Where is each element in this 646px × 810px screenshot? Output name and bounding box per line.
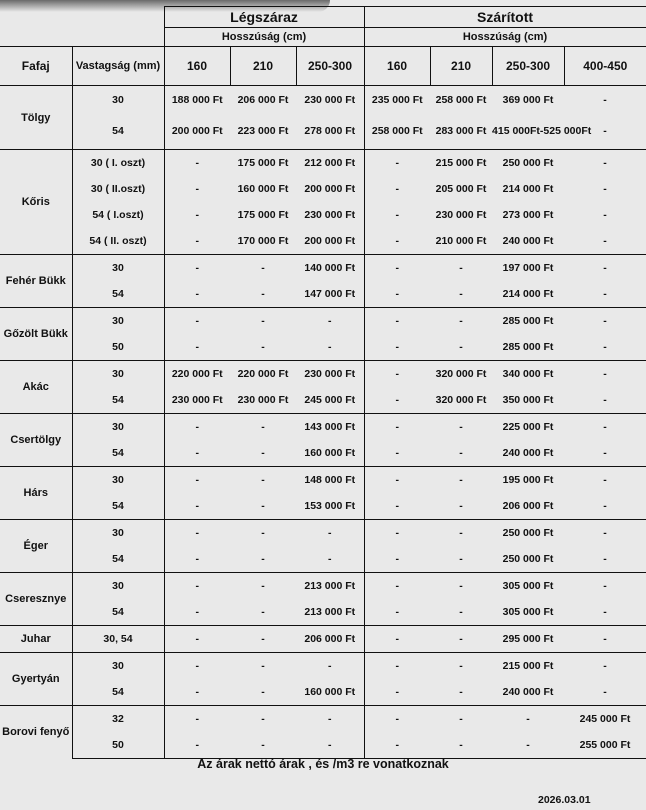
price-cell: - <box>364 653 430 680</box>
table-row <box>0 573 646 600</box>
price-cell: - <box>164 599 230 626</box>
price-cell: - <box>564 255 646 282</box>
price-cell: - <box>603 394 607 406</box>
price-cell: - <box>603 288 607 300</box>
species-cell: Hárs <box>0 467 72 520</box>
price-cell: 240 000 Ft <box>502 235 554 247</box>
table-row <box>0 440 646 467</box>
column-header-legszaraz-210: 210 <box>230 47 296 86</box>
price-cell: 255 000 Ft <box>564 732 646 759</box>
price-cell: - <box>230 414 296 441</box>
table-row <box>0 176 646 202</box>
price-cell: - <box>164 493 230 520</box>
price-cell: - <box>564 414 646 441</box>
price-cell: - <box>459 447 463 459</box>
price-cell: 213 000 Ft <box>304 606 356 618</box>
price-cell: - <box>364 150 430 177</box>
price-table <box>0 6 646 759</box>
price-cell: 320 000 Ft <box>435 394 487 406</box>
price-cell: - <box>603 553 607 565</box>
price-cell: 245 000 Ft <box>304 394 356 406</box>
price-cell: - <box>261 606 265 618</box>
price-cell: - <box>261 553 265 565</box>
table-row <box>0 308 646 335</box>
price-cell: - <box>164 334 230 361</box>
column-header-thickness: Vastagság (mm) <box>72 47 164 86</box>
price-cell: - <box>364 732 430 759</box>
table-row <box>0 334 646 361</box>
price-cell: - <box>430 520 492 547</box>
table-row <box>0 679 646 706</box>
price-cell: 340 000 Ft <box>492 361 564 388</box>
price-cell: 258 000 Ft <box>364 114 430 150</box>
price-cell: 220 000 Ft <box>164 361 230 388</box>
price-cell: - <box>364 599 430 626</box>
price-cell: - <box>430 414 492 441</box>
price-cell: - <box>459 341 463 353</box>
price-cell: 278 000 Ft <box>304 125 356 138</box>
price-cell: 320 000 Ft <box>430 361 492 388</box>
price-cell: - <box>364 520 430 547</box>
price-cell: 197 000 Ft <box>492 255 564 282</box>
thickness-cell: 54 <box>72 679 164 706</box>
thickness-cell: 30 <box>72 653 164 680</box>
price-cell: - <box>164 202 230 228</box>
price-cell: 200 000 Ft <box>164 114 230 150</box>
price-cell: - <box>364 228 430 255</box>
price-cell: - <box>296 653 364 680</box>
price-cell: 240 000 Ft <box>502 686 554 698</box>
species-cell: Borovi fenyő <box>0 706 72 759</box>
price-cell: - <box>564 86 646 114</box>
price-cell: 220 000 Ft <box>230 361 296 388</box>
thickness-cell: 32 <box>72 706 164 733</box>
price-cell: 200 000 Ft <box>304 183 356 195</box>
price-cell: 230 000 Ft <box>237 394 289 406</box>
price-cell: 250 000 Ft <box>502 553 554 565</box>
thickness-cell: 30 <box>72 361 164 388</box>
column-header-legszaraz-160: 160 <box>164 47 230 86</box>
price-cell: 285 000 Ft <box>492 308 564 335</box>
price-cell: - <box>230 573 296 600</box>
column-header-legszaraz-250-300: 250-300 <box>296 47 364 86</box>
price-cell: 160 000 Ft <box>237 183 289 195</box>
price-cell: - <box>230 308 296 335</box>
table-row <box>0 255 646 282</box>
price-cell: - <box>364 176 430 202</box>
price-cell: - <box>261 500 265 512</box>
price-cell: - <box>364 706 430 733</box>
price-cell: 230 000 Ft <box>296 86 364 114</box>
price-cell: - <box>164 546 230 573</box>
table-row <box>0 520 646 547</box>
thickness-cell: 30 ( I. oszt) <box>72 150 164 177</box>
price-cell: - <box>430 626 492 653</box>
price-cell: 175 000 Ft <box>230 150 296 177</box>
price-cell: - <box>261 341 265 353</box>
price-cell: - <box>430 653 492 680</box>
price-cell: 214 000 Ft <box>502 288 554 300</box>
price-cell: 206 000 Ft <box>296 626 364 653</box>
price-cell: - <box>164 414 230 441</box>
thickness-cell: 54 <box>72 281 164 308</box>
price-cell: - <box>230 732 296 759</box>
thickness-cell: 54 <box>72 546 164 573</box>
price-cell: - <box>603 341 607 353</box>
price-cell: - <box>564 626 646 653</box>
price-cell: - <box>603 125 607 138</box>
price-table-body <box>0 86 646 759</box>
thickness-cell: 30 <box>72 414 164 441</box>
price-cell: - <box>430 467 492 494</box>
price-cell: 147 000 Ft <box>304 288 356 300</box>
table-row <box>0 493 646 520</box>
thickness-cell: 30 ( II.oszt) <box>72 176 164 202</box>
price-cell: - <box>261 686 265 698</box>
price-cell: 206 000 Ft <box>502 500 554 512</box>
thickness-cell: 50 <box>72 732 164 759</box>
price-cell: - <box>230 626 296 653</box>
price-cell: - <box>364 202 430 228</box>
price-cell: - <box>603 447 607 459</box>
table-row <box>0 732 646 759</box>
thickness-cell: 30 <box>72 255 164 282</box>
price-cell: 230 000 Ft <box>164 387 230 414</box>
table-row <box>0 626 646 653</box>
price-cell: - <box>261 288 265 300</box>
price-cell: - <box>564 308 646 335</box>
price-cell: - <box>364 493 430 520</box>
thickness-cell: 54 ( II. oszt) <box>72 228 164 255</box>
species-cell: Juhar <box>0 626 72 653</box>
table-row <box>0 467 646 494</box>
thickness-cell: 30 <box>72 520 164 547</box>
price-cell: - <box>603 235 607 247</box>
price-cell: 212 000 Ft <box>296 150 364 177</box>
table-row <box>0 653 646 680</box>
table-row <box>0 706 646 733</box>
price-cell: 258 000 Ft <box>430 86 492 114</box>
price-cell: 210 000 Ft <box>435 235 487 247</box>
price-cell: - <box>364 573 430 600</box>
price-cell: - <box>564 520 646 547</box>
species-cell: Fehér Bükk <box>0 255 72 308</box>
price-cell: 250 000 Ft <box>492 520 564 547</box>
price-cell: 153 000 Ft <box>304 500 356 512</box>
price-cell: - <box>430 732 492 759</box>
price-cell: 175 000 Ft <box>237 209 289 221</box>
species-cell: Gyertyán <box>0 653 72 706</box>
price-cell: 350 000 Ft <box>502 394 554 406</box>
length-header-szaritott: Hosszúság (cm) <box>364 28 646 47</box>
price-cell: - <box>364 626 430 653</box>
price-cell: 305 000 Ft <box>492 573 564 600</box>
price-cell: - <box>603 606 607 618</box>
thickness-cell: 50 <box>72 334 164 361</box>
price-cell: 225 000 Ft <box>492 414 564 441</box>
price-cell: - <box>230 653 296 680</box>
price-cell: - <box>230 706 296 733</box>
price-cell: - <box>164 176 230 202</box>
table-row <box>0 599 646 626</box>
thickness-cell: 30 <box>72 573 164 600</box>
thickness-cell: 54 <box>72 493 164 520</box>
thickness-cell: 54 <box>72 599 164 626</box>
price-cell: - <box>430 706 492 733</box>
price-cell: 148 000 Ft <box>296 467 364 494</box>
price-cell: 283 000 Ft <box>435 125 487 138</box>
species-cell: Gőzölt Bükk <box>0 308 72 361</box>
column-header-szaritott-250-300: 250-300 <box>492 47 564 86</box>
price-cell: - <box>164 626 230 653</box>
price-cell: - <box>603 183 607 195</box>
price-cell: 235 000 Ft <box>364 86 430 114</box>
thickness-cell: 54 <box>72 440 164 467</box>
price-cell: - <box>296 732 364 759</box>
price-cell: - <box>164 308 230 335</box>
price-cell: - <box>564 653 646 680</box>
price-cell: 245 000 Ft <box>564 706 646 733</box>
price-cell: - <box>603 500 607 512</box>
price-cell: 170 000 Ft <box>237 235 289 247</box>
price-cell: - <box>459 288 463 300</box>
price-cell: 213 000 Ft <box>296 573 364 600</box>
price-cell: - <box>564 150 646 177</box>
price-cell: 230 000 Ft <box>296 361 364 388</box>
table-row <box>0 86 646 114</box>
price-cell: 250 000 Ft <box>492 150 564 177</box>
price-cell: 206 000 Ft <box>230 86 296 114</box>
footer-note: Az árak nettó árak , és /m3 re vonatkoznak <box>197 757 449 771</box>
price-cell: - <box>459 606 463 618</box>
footer-date: 2026.03.01 <box>538 794 591 806</box>
price-cell: 195 000 Ft <box>492 467 564 494</box>
price-cell: 273 000 Ft <box>502 209 554 221</box>
column-header-szaritott-160: 160 <box>364 47 430 86</box>
price-cell: - <box>364 387 430 414</box>
table-row <box>0 202 646 228</box>
price-cell: 230 000 Ft <box>435 209 487 221</box>
price-cell: - <box>230 467 296 494</box>
species-cell: Csertölgy <box>0 414 72 467</box>
table-row <box>0 414 646 441</box>
price-cell: - <box>164 732 230 759</box>
price-cell: - <box>164 520 230 547</box>
price-cell: 369 000 Ft <box>492 86 564 114</box>
thickness-cell: 30 <box>72 308 164 335</box>
price-cell: 230 000 Ft <box>304 209 356 221</box>
table-row <box>0 228 646 255</box>
price-cell: 160 000 Ft <box>304 447 356 459</box>
price-cell: - <box>564 361 646 388</box>
price-cell: - <box>364 281 430 308</box>
thickness-cell: 54 <box>72 114 164 150</box>
price-cell: - <box>364 467 430 494</box>
price-cell: - <box>164 228 230 255</box>
price-cell: 205 000 Ft <box>435 183 487 195</box>
table-row <box>0 150 646 177</box>
price-cell: 215 000 Ft <box>430 150 492 177</box>
species-cell: Cseresznye <box>0 573 72 626</box>
price-cell: - <box>230 255 296 282</box>
price-cell: - <box>459 553 463 565</box>
price-cell: - <box>364 546 430 573</box>
price-cell: - <box>364 334 430 361</box>
thickness-cell: 30 <box>72 86 164 114</box>
thickness-cell: 54 ( I.oszt) <box>72 202 164 228</box>
column-header-species: Fafaj <box>0 47 72 86</box>
table-row <box>0 114 646 150</box>
table-row <box>0 387 646 414</box>
price-cell: - <box>430 255 492 282</box>
price-cell: - <box>492 732 564 759</box>
price-cell: 223 000 Ft <box>237 125 289 138</box>
price-cell: - <box>164 281 230 308</box>
price-cell: - <box>364 440 430 467</box>
table-row <box>0 546 646 573</box>
price-cell: - <box>459 500 463 512</box>
price-cell: - <box>164 679 230 706</box>
thickness-cell: 54 <box>72 387 164 414</box>
species-cell: Kőris <box>0 150 72 255</box>
price-cell: 215 000 Ft <box>492 653 564 680</box>
price-cell: - <box>430 308 492 335</box>
price-cell: 240 000 Ft <box>502 447 554 459</box>
price-cell: - <box>164 653 230 680</box>
species-cell: Éger <box>0 520 72 573</box>
price-cell: 305 000 Ft <box>502 606 554 618</box>
group-header-legszaraz: Légszáraz <box>164 7 364 28</box>
price-cell: 143 000 Ft <box>296 414 364 441</box>
price-cell: - <box>296 308 364 335</box>
price-cell: - <box>164 573 230 600</box>
price-cell: 415 000Ft-525 000Ft <box>492 125 592 138</box>
price-cell: - <box>328 553 332 565</box>
price-cell: - <box>364 255 430 282</box>
price-cell: - <box>492 706 564 733</box>
price-cell: 295 000 Ft <box>492 626 564 653</box>
price-cell: 200 000 Ft <box>304 235 356 247</box>
price-cell: - <box>603 209 607 221</box>
price-cell: 214 000 Ft <box>502 183 554 195</box>
price-cell: 160 000 Ft <box>304 686 356 698</box>
thickness-cell: 30 <box>72 467 164 494</box>
price-cell: - <box>564 467 646 494</box>
price-cell: 140 000 Ft <box>296 255 364 282</box>
price-cell: - <box>364 414 430 441</box>
price-cell: - <box>296 520 364 547</box>
price-cell: - <box>564 573 646 600</box>
price-cell: - <box>261 447 265 459</box>
price-cell: - <box>459 686 463 698</box>
price-cell: - <box>430 573 492 600</box>
price-cell: - <box>164 467 230 494</box>
price-cell: - <box>296 706 364 733</box>
species-cell: Akác <box>0 361 72 414</box>
table-row <box>0 281 646 308</box>
length-header-legszaraz: Hosszúság (cm) <box>164 28 364 47</box>
table-row <box>0 361 646 388</box>
price-cell: - <box>364 361 430 388</box>
price-cell: 285 000 Ft <box>502 341 554 353</box>
price-cell: 188 000 Ft <box>164 86 230 114</box>
price-cell: - <box>230 520 296 547</box>
column-header-szaritott-210: 210 <box>430 47 492 86</box>
price-cell: - <box>603 686 607 698</box>
thickness-cell: 30, 54 <box>72 626 164 653</box>
price-cell: - <box>164 255 230 282</box>
column-header-szaritott-400-450: 400-450 <box>564 47 646 86</box>
price-cell: - <box>364 679 430 706</box>
species-cell: Tölgy <box>0 86 72 150</box>
price-cell: - <box>164 440 230 467</box>
group-header-szaritott: Szárított <box>364 7 646 28</box>
price-cell: - <box>164 150 230 177</box>
price-cell: - <box>164 706 230 733</box>
price-cell: - <box>328 341 332 353</box>
price-cell: - <box>364 308 430 335</box>
